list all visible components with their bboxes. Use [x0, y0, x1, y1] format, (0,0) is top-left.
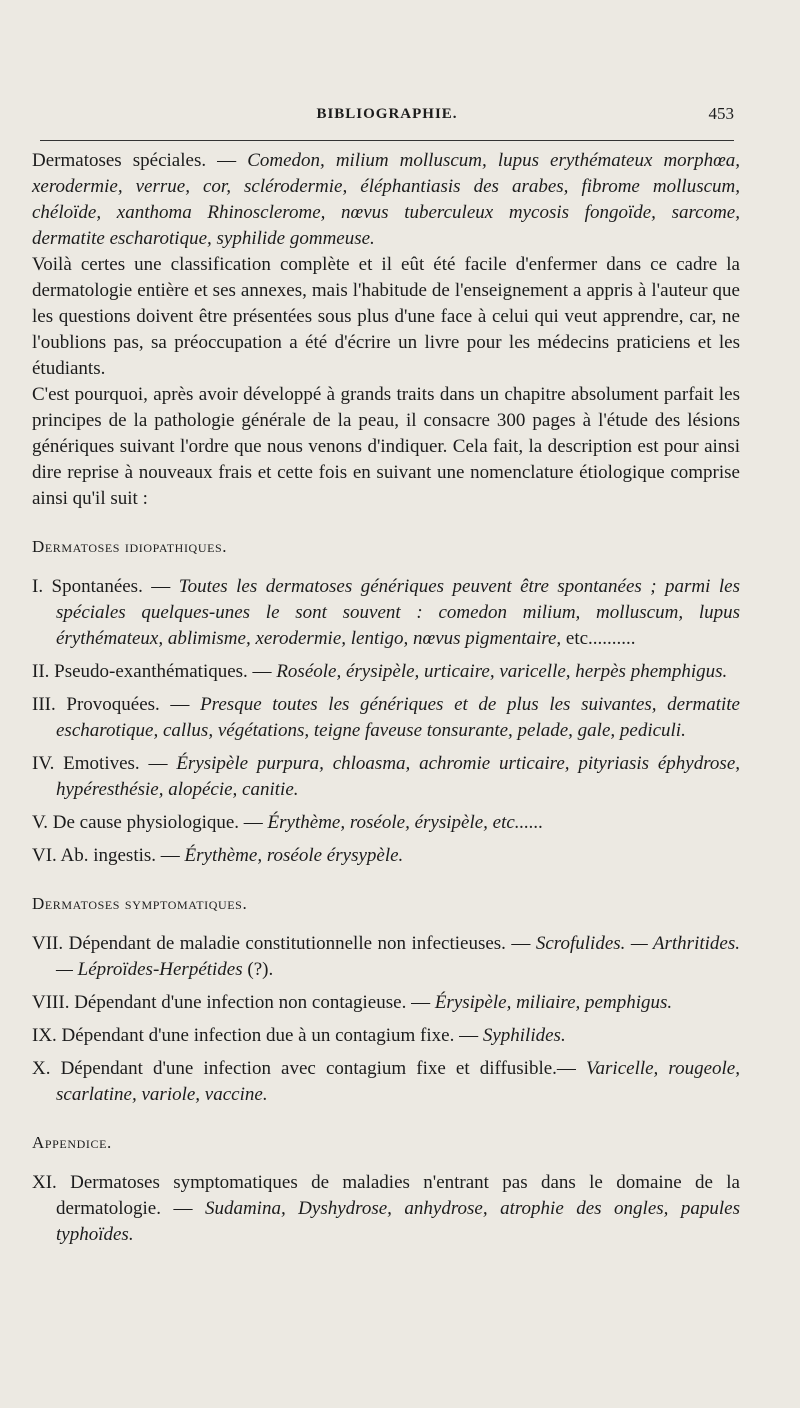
list-item — [32, 659, 740, 685]
section-heading-appendix: Appendice. — [32, 1133, 112, 1152]
entry-label: IV. Emotives. — — [32, 753, 177, 774]
entry-label: I. Spontanées. — — [32, 576, 179, 597]
entry-label: X. Dépendant d'une infection avec contagium fixe et diffusible.— — [32, 1058, 587, 1079]
entry-label: V. De cause physiologique. — — [32, 812, 268, 833]
entry-label: VIII. Dépendant d'une infection non contagieuse. — — [32, 992, 435, 1013]
list-item — [32, 1170, 740, 1248]
entry-label: IX. Dépendant d'une infection due à un contagium fixe. — — [32, 1025, 483, 1046]
list-item — [32, 574, 740, 652]
running-title: BIBLIOGRAPHIE. — [316, 106, 458, 122]
page-body — [32, 148, 740, 1255]
entry-text: Érysipèle purpura, chloasma, achromie urticaire, pityriasis éphydrose, hypéresthésie, alopécie, canitie. — [56, 753, 740, 800]
entry-text: Érythème, roséole érysypèle. — [184, 845, 404, 866]
list-appendix — [32, 1170, 740, 1248]
list-item — [32, 692, 740, 744]
entry-tail: etc.......... — [561, 628, 636, 649]
list-item — [32, 810, 740, 836]
list-item — [32, 990, 740, 1016]
entry-tail: (?). — [242, 959, 274, 980]
intro-list: Comedon, milium molluscum, lupus erythémateux morphœa, xerodermie, verrue, cor, sclérodermie, éléphantiasis des arabes, fibrome molluscum, chéloïde, xanthoma Rhinosclerome, nœvus tuberculeux mycosis fongoïde, sarcome, dermatite escharotique, syphilide gommeuse. — [32, 150, 740, 249]
entry-text: Toutes les dermatoses génériques peuvent être spontanées ; parmi les spéciales quelques-unes le sont souvent : comedon milium, molluscum, lupus érythémateux, ablimisme, xerodermie, lentigo, nœvus pigmentaire, — [56, 576, 740, 649]
entry-label: XI. Dermatoses symptomatiques de maladies n'entrant pas dans le domaine de la dermatologie. — — [32, 1172, 740, 1219]
entry-label: VII. Dépendant de maladie constitutionnelle non infectieuses. — — [32, 933, 536, 954]
entry-text: Roséole, érysipèle, urticaire, varicelle, herpès phemphigus. — [276, 661, 728, 682]
entry-text: Syphilides. — [482, 1025, 566, 1046]
intro-lead: Dermatoses spéciales. — — [32, 150, 248, 171]
list-item — [32, 843, 740, 869]
paragraph-method: C'est pourquoi, après avoir développé à grands traits dans un chapitre absolument parfait les principes de la pathologie générale de la peau, il consacre 300 pages à l'étude des lésions génériques suivant l'ordre que nous venons d'indiquer. Cela fait, la description est pour ainsi dire reprise à nouveaux frais et cette fois en suivant une nomenclature étiologique comprise ainsi qu'il suit : — [32, 384, 740, 509]
list-symptomatic — [32, 931, 740, 1108]
entry-text: Varicelle, rougeole, scarlatine, variole, vaccine. — [56, 1058, 740, 1105]
entry-label: III. Provoquées. — — [32, 694, 201, 715]
list-item — [32, 1023, 740, 1049]
list-item — [32, 931, 740, 983]
entry-label: VI. Ab. ingestis. — — [32, 845, 185, 866]
entry-text: Érythème, roséole, érysipèle, etc...... — [267, 812, 544, 833]
entry-text: Sudamina, Dyshydrose, anhydrose, atrophie des ongles, papules typhoïdes. — [56, 1198, 740, 1245]
intro-paragraph — [32, 148, 740, 252]
section-heading-idiopathic: Dermatoses idiopathiques. — [32, 537, 228, 556]
entry-text: Presque toutes les génériques et de plus les suivantes, dermatite escharotique, callus, végétations, teigne faveuse tonsurante, pelade, gale, pediculi. — [56, 694, 740, 741]
page-number: 453 — [708, 104, 734, 123]
entry-text: Scrofulides. — Arthritides. — Léproïdes-Herpétides — [56, 933, 740, 980]
list-idiopathic — [32, 574, 740, 869]
paragraph-classification: Voilà certes une classification complète et il eût été facile d'enfermer dans ce cadre la dermatologie entière et ses annexes, mais l'habitude de l'enseignement a appris à l'auteur que les questions doivent être présentées sous plus d'une face à celui qui veut apprendre, car, ne l'oublions pas, sa préoccupation a été d'écrire un livre pour les médecins praticiens et les étudiants. — [32, 254, 740, 379]
list-item — [32, 1056, 740, 1108]
entry-text: Érysipèle, miliaire, pemphigus. — [434, 992, 673, 1013]
page-header — [40, 106, 734, 134]
section-heading-symptomatic: Dermatoses symptomatiques. — [32, 894, 248, 913]
list-item — [32, 751, 740, 803]
header-rule — [40, 140, 734, 141]
entry-label: II. Pseudo-exanthématiques. — — [32, 661, 277, 682]
